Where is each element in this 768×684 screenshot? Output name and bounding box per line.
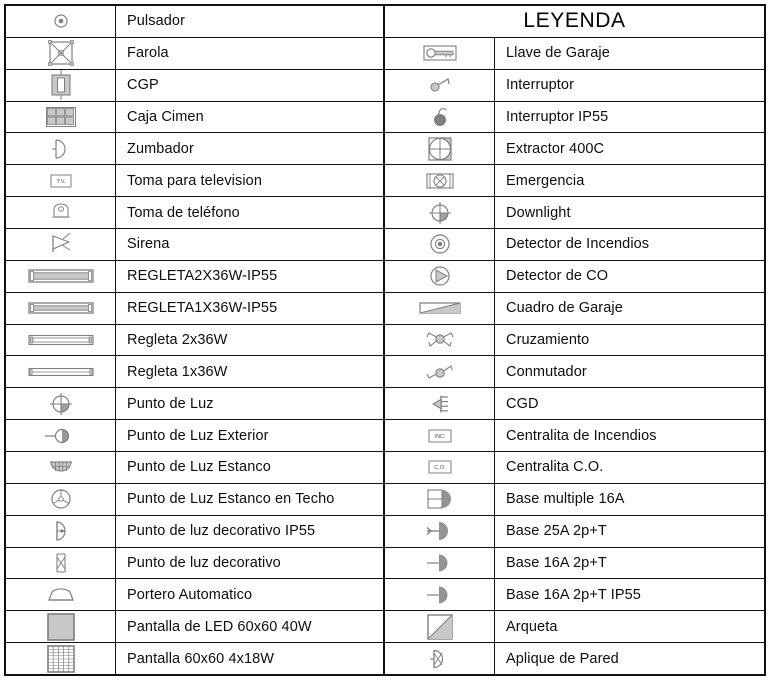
legend-row bbox=[385, 548, 764, 580]
legend-row bbox=[6, 420, 383, 452]
symbol-cell bbox=[6, 6, 116, 37]
legend-row bbox=[6, 38, 383, 70]
legend-label: Downlight bbox=[506, 204, 571, 221]
legend-row bbox=[6, 356, 383, 388]
symbol-cell bbox=[385, 579, 495, 610]
zumbador-icon bbox=[26, 132, 96, 166]
legend-label: Regleta 2x36W bbox=[127, 332, 228, 349]
symbol-cell bbox=[6, 356, 116, 387]
legend-table bbox=[4, 4, 766, 676]
legend-label: Base 16A 2p+T bbox=[506, 555, 607, 572]
symbol-cell bbox=[6, 261, 116, 292]
caja-cimen-icon bbox=[26, 100, 96, 134]
cruzamiento-icon bbox=[405, 323, 475, 357]
legend-column-right bbox=[385, 6, 764, 674]
symbol-cell bbox=[385, 229, 495, 260]
legend-row bbox=[385, 293, 764, 325]
legend-label: Punto de Luz Exterior bbox=[127, 427, 269, 444]
symbol-cell bbox=[385, 356, 495, 387]
symbol-cell bbox=[6, 229, 116, 260]
downlight-icon bbox=[405, 196, 475, 230]
cgd-icon bbox=[405, 387, 475, 421]
regleta-2x36w-ip55-icon bbox=[26, 259, 96, 293]
legend-row bbox=[385, 484, 764, 516]
legend-label: Caja Cimen bbox=[127, 109, 204, 125]
symbol-cell bbox=[385, 452, 495, 483]
legend-row bbox=[385, 261, 764, 293]
legend-row bbox=[6, 261, 383, 293]
legend-label: Cuadro de Garaje bbox=[506, 300, 623, 317]
symbol-cell bbox=[6, 293, 116, 324]
centralita-incendios-icon bbox=[405, 419, 475, 453]
legend-sheet bbox=[0, 4, 768, 684]
legend-label: Centralita de Incendios bbox=[506, 427, 657, 444]
legend-row bbox=[385, 611, 764, 643]
sirena-icon bbox=[26, 227, 96, 261]
legend-row bbox=[6, 165, 383, 197]
legend-row bbox=[6, 516, 383, 548]
symbol-cell bbox=[385, 388, 495, 419]
legend-row bbox=[385, 197, 764, 229]
symbol-cell bbox=[385, 261, 495, 292]
symbol-cell bbox=[6, 197, 116, 228]
legend-label: Portero Automatico bbox=[127, 586, 253, 603]
legend-label: Punto de Luz Estanco bbox=[127, 459, 271, 476]
legend-row bbox=[6, 293, 383, 325]
symbol-cell bbox=[385, 293, 495, 324]
legend-label: Punto de Luz Estanco en Techo bbox=[127, 491, 335, 508]
farola-icon bbox=[26, 36, 96, 70]
symbol-cell bbox=[385, 197, 495, 228]
interruptor-icon bbox=[405, 68, 475, 102]
legend-column-left bbox=[6, 6, 385, 674]
symbol-cell bbox=[6, 325, 116, 356]
interruptor-ip55-icon bbox=[405, 100, 475, 134]
punto-de-luz-icon bbox=[26, 387, 96, 421]
punto-luz-decorativo-ip55-icon bbox=[26, 514, 96, 548]
symbol-cell bbox=[385, 611, 495, 642]
symbol-cell bbox=[6, 165, 116, 196]
legend-row bbox=[6, 452, 383, 484]
legend-row bbox=[385, 229, 764, 261]
legend-row bbox=[385, 388, 764, 420]
punto-de-luz-estanco-techo-icon bbox=[26, 482, 96, 516]
symbol-cell bbox=[385, 70, 495, 101]
legend-label: Toma para television bbox=[127, 172, 262, 189]
symbol-cell bbox=[385, 133, 495, 164]
legend-label: Farola bbox=[127, 45, 169, 62]
legend-label: REGLETA2X36W-IP55 bbox=[127, 268, 278, 285]
detector-incendios-icon bbox=[405, 227, 475, 261]
legend-row bbox=[385, 165, 764, 197]
legend-label: Arqueta bbox=[506, 618, 558, 635]
legend-row bbox=[385, 38, 764, 70]
legend-label: Pulsador bbox=[127, 13, 186, 30]
regleta-2x36w-icon bbox=[26, 323, 96, 357]
regleta-1x36w-icon bbox=[26, 355, 96, 389]
legend-row bbox=[385, 133, 764, 165]
legend-label: Punto de Luz bbox=[127, 395, 214, 412]
pantalla-60x60-4x18w-icon bbox=[26, 642, 96, 676]
legend-label: Pantalla de LED 60x60 40W bbox=[127, 618, 312, 635]
legend-label: Toma de teléfono bbox=[127, 204, 240, 221]
legend-row bbox=[6, 484, 383, 516]
legend-row bbox=[385, 102, 764, 134]
symbol-cell bbox=[385, 420, 495, 451]
symbol-cell bbox=[385, 484, 495, 515]
punto-luz-decorativo-icon bbox=[26, 546, 96, 580]
legend-row bbox=[6, 133, 383, 165]
legend-row bbox=[6, 102, 383, 134]
legend-label: Base 16A 2p+T IP55 bbox=[506, 586, 641, 603]
legend-row bbox=[6, 611, 383, 643]
punto-de-luz-exterior-icon bbox=[26, 419, 96, 453]
legend-label: Sirena bbox=[127, 236, 170, 253]
legend-label: Interruptor IP55 bbox=[506, 109, 609, 125]
legend-label: Cruzamiento bbox=[506, 332, 590, 349]
legend-label: Aplique de Pared bbox=[506, 650, 619, 667]
pulsador-icon bbox=[26, 4, 96, 38]
arqueta-icon bbox=[405, 610, 475, 644]
legend-label: Base multiple 16A bbox=[506, 491, 625, 508]
symbol-cell bbox=[6, 611, 116, 642]
legend-label: Emergencia bbox=[506, 172, 585, 189]
svg-text:INC.: INC. bbox=[433, 433, 446, 440]
symbol-cell bbox=[385, 516, 495, 547]
symbol-cell bbox=[6, 38, 116, 69]
legend-row bbox=[385, 420, 764, 452]
symbol-cell bbox=[6, 388, 116, 419]
legend-row bbox=[6, 197, 383, 229]
extractor-400c-icon bbox=[405, 132, 475, 166]
legend-label: CGD bbox=[506, 395, 539, 412]
cuadro-garaje-icon bbox=[405, 291, 475, 325]
legend-row bbox=[385, 325, 764, 357]
legend-label: Zumbador bbox=[127, 140, 194, 157]
symbol-cell bbox=[385, 102, 495, 133]
aplique-pared-icon bbox=[405, 642, 475, 676]
legend-label: Punto de luz decorativo IP55 bbox=[127, 523, 316, 540]
base-multiple-16a-icon bbox=[405, 482, 475, 516]
legend-row bbox=[6, 6, 383, 38]
legend-row bbox=[6, 643, 383, 674]
legend-row bbox=[385, 356, 764, 388]
symbol-cell bbox=[385, 165, 495, 196]
legend-row bbox=[385, 70, 764, 102]
legend-row bbox=[6, 548, 383, 580]
symbol-cell bbox=[385, 643, 495, 674]
legend-row bbox=[6, 229, 383, 261]
legend-row bbox=[6, 70, 383, 102]
legend-label: Regleta 1x36W bbox=[127, 363, 228, 380]
legend-label: Conmutador bbox=[506, 363, 587, 380]
symbol-cell bbox=[6, 452, 116, 483]
emergencia-icon bbox=[405, 164, 475, 198]
llave-garaje-icon bbox=[405, 36, 475, 70]
legend-label: REGLETA1X36W-IP55 bbox=[127, 300, 278, 317]
legend-row bbox=[6, 388, 383, 420]
legend-label: Base 25A 2p+T bbox=[506, 523, 607, 540]
base-16a-2pt-icon bbox=[405, 546, 475, 580]
legend-label: Llave de Garaje bbox=[506, 45, 610, 62]
symbol-cell bbox=[6, 70, 116, 101]
svg-text:C.O.: C.O. bbox=[433, 465, 446, 472]
symbol-cell bbox=[6, 516, 116, 547]
symbol-cell bbox=[385, 38, 495, 69]
base-25a-2pt-icon bbox=[405, 514, 475, 548]
symbol-cell bbox=[6, 548, 116, 579]
legend-row bbox=[385, 579, 764, 611]
base-16a-2pt-ip55-icon bbox=[405, 578, 475, 612]
legend-row bbox=[385, 643, 764, 674]
legend-row bbox=[385, 516, 764, 548]
legend-label: Punto de luz decorativo bbox=[127, 555, 281, 572]
regleta-1x36w-ip55-icon bbox=[26, 291, 96, 325]
legend-label: Interruptor bbox=[506, 77, 574, 94]
conmutador-icon bbox=[405, 355, 475, 389]
legend-row bbox=[385, 452, 764, 484]
page-title: LEYENDA bbox=[523, 9, 626, 33]
symbol-cell bbox=[385, 325, 495, 356]
portero-automatico-icon bbox=[26, 578, 96, 612]
legend-label: CGP bbox=[127, 77, 159, 94]
centralita-co-icon bbox=[405, 450, 475, 484]
symbol-cell bbox=[385, 548, 495, 579]
symbol-cell bbox=[6, 579, 116, 610]
symbol-cell bbox=[6, 484, 116, 515]
legend-label: Extractor 400C bbox=[506, 140, 605, 157]
toma-telefono-icon bbox=[26, 196, 96, 230]
symbol-cell bbox=[6, 420, 116, 451]
cgp-icon bbox=[26, 68, 96, 102]
legend-row bbox=[6, 325, 383, 357]
symbol-cell bbox=[6, 643, 116, 674]
legend-label: Pantalla 60x60 4x18W bbox=[127, 650, 275, 667]
legend-label: Detector de CO bbox=[506, 268, 609, 285]
symbol-cell bbox=[6, 133, 116, 164]
legend-label: Detector de Incendios bbox=[506, 236, 650, 253]
punto-de-luz-estanco-icon bbox=[26, 450, 96, 484]
legend-title-row bbox=[385, 6, 764, 38]
legend-row bbox=[6, 579, 383, 611]
symbol-cell bbox=[6, 102, 116, 133]
detector-co-icon bbox=[405, 259, 475, 293]
legend-label: Centralita C.O. bbox=[506, 459, 604, 476]
pantalla-led-60x60-40w-icon bbox=[26, 610, 96, 644]
svg-text:T.V.: T.V. bbox=[55, 178, 66, 185]
toma-television-icon bbox=[26, 164, 96, 198]
